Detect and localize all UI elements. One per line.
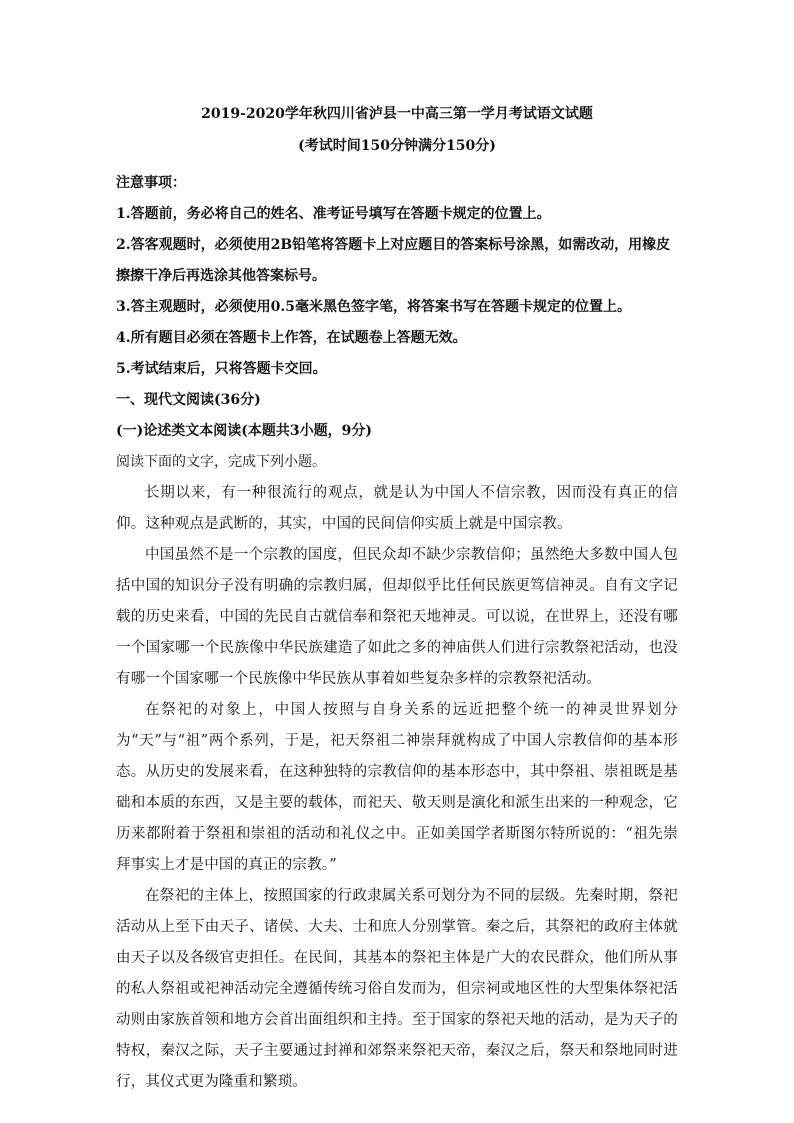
notes-heading: 注意事项： [116,175,186,191]
paragraph-2: 中国虽然不是一个宗教的国度，但民众却不缺少宗教信仰；虽然绝大多数中国人包括中国的知识分子没有明确的宗教归属，但却似乎比任何民族更笃信神灵。自有文字记载的历史来看，中国的先民自古就信奉和祭祀天地神灵。可以说，在世界上，还没有哪一个国家哪一个民族像中华民族建造了如此之多的神庙供人们进行宗教祭祀活动，也没有哪一个国家哪一个民族像中华民族从事着如些复杂多样的宗教祭祀活动。 [116,547,678,687]
paragraph-4: 在祭祀的主体上，按照国家的行政隶属关系可划分为不同的层级。先秦时期，祭祀活动从上至下由天子、诸侯、大夫、士和庶人分别掌管。秦之后，其祭祀的政府主体就由天子以及各级官吏担任。在民间，其基本的祭祀主体是广大的农民群众，他们所从事的私人祭祖或祀神活动完全遵循传统习俗自发而为，但宗祠或地区性的大型集体祭祀活动则由家族首领和地方会首出面组织和主持。至于国家的祭祀天地的活动，是为天子的特权，秦汉之际，天子主要通过封禅和郊祭来祭祀天帝，秦汉之后，祭天和祭地同时进行，其仪式更为隆重和繁琐。 [116,888,678,1090]
note-item-2: 2.答客观题时，必须使用2B铅笔将答题卡上对应题目的答案标号涂黑，如需改动，用橡皮擦擦干净后再选涂其他答案标号。 [116,237,671,284]
note-item-3: 3.答主观题时，必须使用0.5毫米黑色签字笔，将答案书写在答题卡规定的位置上。 [116,299,631,315]
page-title: 2019-2020学年秋四川省泸县一中高三第一学月考试语文试题 [201,106,593,122]
exam-time-subtitle: (考试时间150分钟满分150分) [298,138,496,154]
paragraph-3: 在祭祀的对象上，中国人按照与自身关系的远近把整个统一的神灵世界划分为“天”与“祖”两个系列，于是，祀天祭祖二神崇拜就构成了中国人宗教信仰的基本形态。从历史的发展来看，在这种独特的宗教信仰的基本形态中，其中祭祖、崇祖既是基础和本质的东西，又是主要的载体，而祀天、敬天则是演化和派生出来的一种观念，它历来都附着于祭祖和崇祖的活动和礼仪之中。正如美国学者斯图尔特所说的：“祖先崇拜事实上才是中国的真正的宗教。” [116,702,678,873]
note-item-4: 4.所有题目必须在答题卡上作答，在试题卷上答题无效。 [116,330,467,346]
section-subheading: (一)论述类文本阅读(本题共3小题，9分) [116,423,372,439]
note-item-1: 1.答题前，务必将自己的姓名、准考证号填写在答题卡规定的位置上。 [116,206,551,222]
title-block [116,0,678,156]
section-heading: 一、现代文阅读(36分) [116,392,261,408]
section-instruction: 阅读下面的文字，完成下列小题。 [116,454,326,470]
paragraph-1: 长期以来，有一种很流行的观点，就是认为中国人不信宗教，因而没有真正的信仰。这种观点是武断的，其实，中国的民间信仰实质上就是中国宗教。 [116,485,678,532]
notes-section [116,168,678,385]
note-item-5: 5.考试结束后，只将答题卡交回。 [116,361,327,377]
reading-section [116,385,678,1098]
